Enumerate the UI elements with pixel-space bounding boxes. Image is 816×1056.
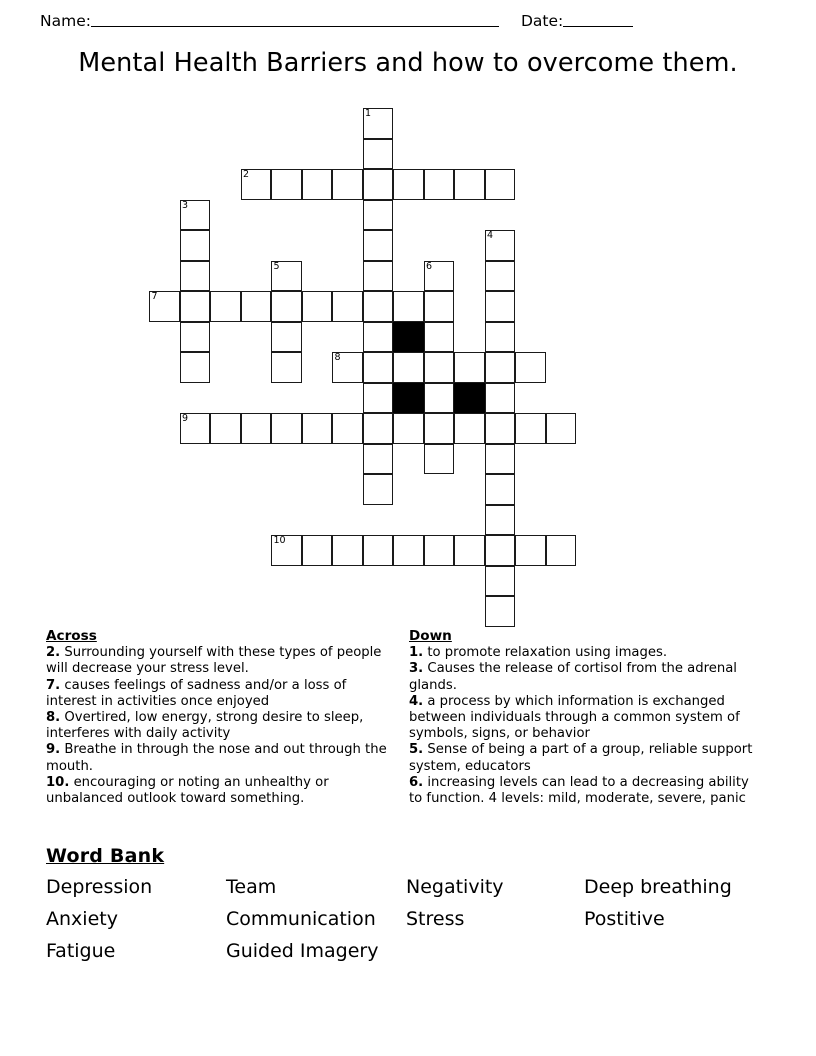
crossword-cell[interactable] [363, 261, 394, 292]
word-bank-item[interactable]: Fatigue [46, 940, 116, 962]
down-clue-6 [409, 775, 759, 807]
crossword-cell[interactable] [363, 230, 394, 261]
crossword-cell[interactable] [363, 444, 394, 475]
clue-number: 3. [409, 661, 424, 677]
crossword-cell[interactable] [363, 383, 394, 414]
crossword-cell[interactable] [454, 413, 485, 444]
crossword-cell[interactable] [485, 596, 516, 627]
clue-text: encouraging or noting an unhealthy or unbalanced outlook toward something. [46, 774, 329, 807]
crossword-cell[interactable] [363, 322, 394, 353]
name-write-in-line[interactable] [91, 25, 499, 27]
crossword-cell[interactable] [180, 261, 211, 292]
crossword-cell[interactable] [485, 230, 516, 261]
crossword-cell[interactable] [180, 352, 211, 383]
crossword-cell[interactable] [485, 505, 516, 536]
clue-number: 7. [46, 677, 61, 693]
across-clue-2 [46, 645, 391, 677]
cell-number: 10 [273, 535, 286, 546]
clue-text: Sense of being a part of a group, reliable support system, educators [409, 742, 753, 774]
crossword-cell[interactable] [546, 413, 577, 444]
clue-text: to promote relaxation using images. [423, 645, 668, 661]
across-clue-8 [46, 710, 391, 742]
cell-number: 7 [151, 291, 158, 302]
crossword-cell[interactable] [485, 169, 516, 200]
crossword-cell[interactable] [393, 352, 424, 383]
word-bank-item[interactable]: Negativity [406, 876, 504, 898]
clue-text: Breathe in through the nose and out through the mouth. [46, 742, 387, 774]
down-clues-column [409, 628, 759, 807]
word-bank-item[interactable]: Team [226, 876, 277, 898]
crossword-cell[interactable] [241, 413, 272, 444]
crossword-cell[interactable] [332, 535, 363, 566]
crossword-cell[interactable] [424, 169, 455, 200]
word-bank-item[interactable]: Postitive [584, 908, 665, 930]
crossword-cell[interactable] [363, 352, 394, 383]
across-clue-7 [46, 678, 391, 710]
crossword-cell[interactable] [332, 413, 363, 444]
crossword-cell[interactable] [332, 169, 363, 200]
down-clue-5 [409, 742, 759, 774]
crossword-block-cell [393, 383, 424, 414]
crossword-cell[interactable] [363, 139, 394, 170]
crossword-cell[interactable] [332, 352, 363, 383]
crossword-cell[interactable] [424, 444, 455, 475]
crossword-cell[interactable] [241, 291, 272, 322]
crossword-cell[interactable] [424, 352, 455, 383]
down-clue-3 [409, 661, 759, 693]
down-heading: Down [409, 628, 452, 644]
down-clue-list [409, 645, 759, 807]
crossword-cell[interactable] [271, 291, 302, 322]
crossword-cell[interactable] [363, 474, 394, 505]
cell-number: 5 [273, 260, 280, 272]
crossword-cell[interactable] [241, 169, 272, 200]
crossword-cell[interactable] [393, 169, 424, 200]
across-clue-list [46, 645, 391, 807]
crossword-cell[interactable] [363, 535, 394, 566]
across-clues-column [46, 628, 391, 807]
crossword-cell[interactable] [180, 200, 211, 231]
crossword-cell[interactable] [210, 291, 241, 322]
across-clue-10 [46, 775, 391, 807]
crossword-cell[interactable] [485, 444, 516, 475]
crossword-cell[interactable] [302, 291, 333, 322]
cell-number: 1 [365, 108, 372, 119]
crossword-cell[interactable] [393, 413, 424, 444]
clue-text: Causes the release of cortisol from the adrenal glands. [409, 661, 737, 693]
crossword-cell[interactable] [485, 291, 516, 322]
crossword-cell[interactable] [271, 322, 302, 353]
clue-text: a process by which information is exchanged between individuals through a common system of symbols, signs, or behavior [409, 693, 740, 742]
crossword-cell[interactable] [302, 413, 333, 444]
clue-number: 2. [46, 645, 61, 661]
crossword-cell[interactable] [515, 413, 546, 444]
crossword-cell[interactable] [363, 200, 394, 231]
clue-number: 8. [46, 710, 61, 726]
clue-number: 10. [46, 774, 70, 790]
crossword-cell[interactable] [485, 535, 516, 566]
crossword-cell[interactable] [271, 352, 302, 383]
crossword-cell[interactable] [180, 322, 211, 353]
crossword-cell[interactable] [424, 535, 455, 566]
crossword-cell[interactable] [454, 535, 485, 566]
down-clue-4 [409, 694, 759, 743]
crossword-cell[interactable] [393, 291, 424, 322]
name-label: Name: [40, 12, 91, 30]
word-bank-empty [584, 937, 774, 965]
page-title: Mental Health Barriers and how to overcome them. [78, 48, 738, 78]
date-write-in-line[interactable] [563, 25, 633, 27]
name-date-header [0, 0, 816, 30]
word-bank-item[interactable]: Anxiety [46, 908, 118, 930]
crossword-cell[interactable] [271, 413, 302, 444]
crossword-cell[interactable] [485, 383, 516, 414]
word-bank-item[interactable]: Depression [46, 876, 153, 898]
crossword-cell[interactable] [424, 291, 455, 322]
crossword-cell[interactable] [302, 169, 333, 200]
crossword-cell[interactable] [485, 413, 516, 444]
date-label: Date: [520, 12, 564, 30]
clue-text: causes feelings of sadness and/or a loss of interest in activities once enjoyed [46, 677, 347, 709]
crossword-cell[interactable] [302, 535, 333, 566]
crossword-cell[interactable] [515, 352, 546, 383]
crossword-cell[interactable] [393, 535, 424, 566]
word-bank-item[interactable]: Guided Imagery [226, 940, 379, 962]
crossword-cell[interactable] [363, 291, 394, 322]
clue-text: Overtired, low energy, strong desire to sleep, interferes with daily activity [46, 710, 364, 742]
word-bank-item[interactable]: Communication [226, 908, 376, 930]
clue-number: 4. [409, 693, 424, 709]
down-clue-1 [409, 645, 759, 661]
crossword-cell[interactable] [485, 474, 516, 505]
crossword-cell[interactable] [424, 413, 455, 444]
word-bank-item[interactable]: Deep breathing [584, 876, 732, 898]
cell-number: 6 [426, 260, 433, 272]
crossword-cell[interactable] [485, 261, 516, 292]
crossword-block-cell [393, 322, 424, 353]
crossword-cell[interactable] [454, 169, 485, 200]
crossword-cell[interactable] [485, 566, 516, 597]
crossword-cell[interactable] [424, 383, 455, 414]
across-clue-9 [46, 742, 391, 774]
cell-number: 8 [334, 352, 341, 363]
clue-number: 9. [46, 742, 61, 758]
crossword-cell[interactable] [149, 291, 180, 322]
word-bank-grid [46, 873, 776, 965]
crossword-cell[interactable] [180, 230, 211, 261]
cell-number: 4 [487, 230, 494, 241]
crossword-cell[interactable] [271, 535, 302, 566]
crossword-cell[interactable] [271, 169, 302, 200]
crossword-cell[interactable] [454, 352, 485, 383]
clue-number: 5. [409, 742, 424, 758]
cell-number: 9 [182, 413, 189, 424]
crossword-block-cell [454, 383, 485, 414]
crossword-cell[interactable] [515, 535, 546, 566]
crossword-cell[interactable] [485, 352, 516, 383]
clue-text: Surrounding yourself with these types of people will decrease your stress level. [46, 645, 382, 677]
crossword-cell[interactable] [485, 322, 516, 353]
crossword-cell[interactable] [546, 535, 577, 566]
cell-number: 3 [182, 199, 189, 211]
clue-number: 1. [409, 645, 424, 661]
crossword-cell[interactable] [180, 413, 211, 444]
crossword-cell[interactable] [424, 261, 455, 292]
clue-number: 6. [409, 774, 424, 790]
crossword-cell[interactable] [363, 413, 394, 444]
crossword-cell[interactable] [180, 291, 211, 322]
crossword-cell[interactable] [424, 322, 455, 353]
clue-text: increasing levels can lead to a decreasing ability to function. 4 levels: mild, moderate, severe, panic [409, 774, 749, 807]
crossword-cell[interactable] [210, 413, 241, 444]
word-bank [46, 845, 776, 965]
word-bank-item[interactable]: Stress [406, 908, 465, 930]
crossword-cell[interactable] [363, 108, 394, 139]
word-bank-empty [406, 937, 584, 965]
crossword-cell[interactable] [363, 169, 394, 200]
crossword-cell[interactable] [271, 261, 302, 292]
across-heading: Across [46, 628, 97, 644]
word-bank-heading: Word Bank [46, 845, 165, 867]
crossword-grid [149, 108, 599, 633]
cell-number: 2 [243, 169, 250, 180]
crossword-cell[interactable] [332, 291, 363, 322]
